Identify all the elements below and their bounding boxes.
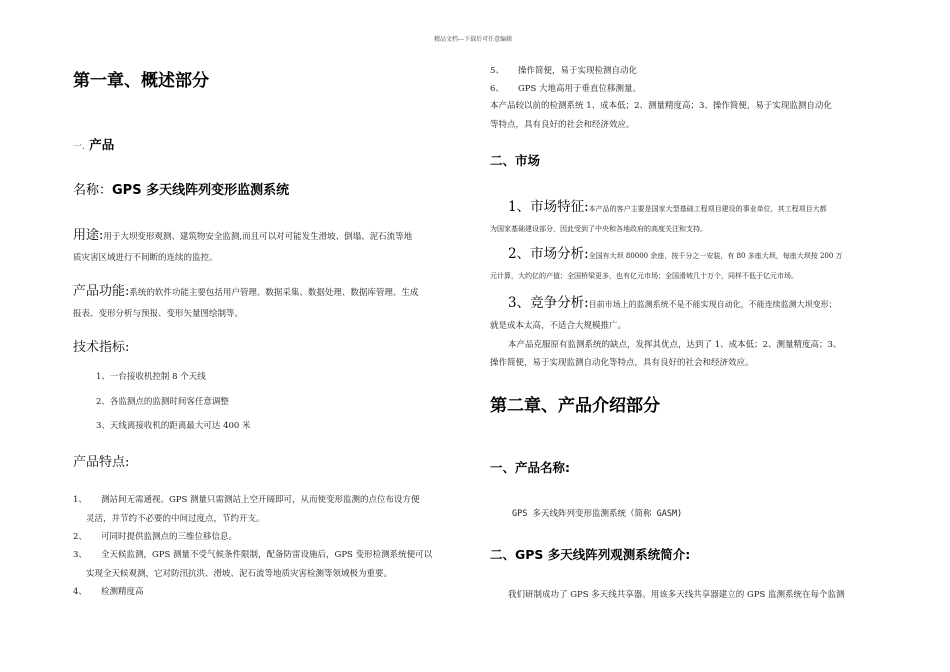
page-header: 精品文档---下载后可任意编辑 — [434, 36, 513, 43]
feature-4-line-1: 检测精度高 — [101, 587, 144, 597]
summary-line-2: 等特点，具有良好的社会和经济效应。 — [490, 120, 635, 130]
usage-text: 用于大坝变形观测、建筑物安全监测,而且可以对可能发生滑坡、倒塌、泥石流等地 — [103, 232, 413, 242]
market-analysis-text: 全国有大坝 80000 余座，按千分之一安装，有 80 多座大坝，每座大坝按 200 万 — [588, 252, 843, 260]
market-feature-line-1 — [508, 195, 827, 215]
feature-2-line-1: 可同时提供监测点的三维位移信息。 — [101, 532, 238, 542]
market-heading: 二、市场 — [490, 153, 541, 168]
feature-2-number: 2、 — [73, 532, 87, 542]
item-6-text: GPS 大地高用于垂直位移测量。 — [518, 84, 642, 94]
competition-label: 3、竞争分析: — [508, 295, 589, 311]
section-title: 产品 — [89, 137, 115, 152]
name-value: GPS 多天线阵列变形监测系统 — [112, 183, 290, 198]
feature-4-number: 4、 — [73, 587, 87, 597]
usage-line-1 — [73, 224, 412, 243]
market-analysis-label: 2、市场分析: — [508, 246, 589, 262]
chapter-1-title: 第一章、概述部分 — [73, 71, 209, 91]
tech-item-3: 3、天线离接收机的距离最大可达 400 米 — [96, 421, 251, 431]
market-feature-label: 1、市场特征: — [508, 199, 589, 215]
item-5-text: 操作简便，易于实现检测自动化 — [518, 66, 638, 76]
market-analysis-line-2: 元计算，大约亿的产值；全国桥梁更多，也有亿元市场；全国滑坡几十万个，同样不低于亿元市场。 — [490, 272, 798, 280]
feature-1-line-2: 灵活，并节约不必要的中间过度点，节约开支。 — [86, 514, 265, 524]
usage-line-2: 质灾害区域进行不间断的连续的监控。 — [73, 253, 218, 263]
tech-spec-title: 技术指标: — [73, 340, 130, 355]
name-label: 名称： — [73, 183, 113, 198]
tech-item-2: 2、各监测点的监测时间客任意调整 — [96, 397, 229, 407]
competition-line-2: 就是成本太高，不适合大规模推广。 — [490, 321, 627, 331]
features-title: 产品特点: — [73, 455, 130, 470]
section-number: 一. — [73, 142, 85, 152]
summary-line-1: 本产品较以前的检测系统 1、成本低；2、测量精度高；3、操作简便，易于实现监测自动化 — [490, 101, 832, 111]
intro-heading: 二、GPS 多天线阵列观测系统简介: — [490, 547, 691, 562]
tech-item-1: 1、一台接收机控制 8 个天线 — [96, 372, 206, 382]
section-product-heading — [73, 135, 114, 153]
market-feature-text: 本产品的客户主要是国家大型基础工程项目建设的事业单位，其工程项目大都 — [588, 205, 827, 213]
item-6-number: 6、 — [490, 84, 504, 94]
feature-3-line-1: 全天候监测，GPS 测量不受气候条件限制，配备防雷设施后，GPS 变形检测系统便可以 — [101, 550, 433, 560]
chapter-2-title: 第二章、产品介绍部分 — [490, 396, 660, 416]
market-feature-line-2: 为国家基础建设部分，因此受到了中央和各地政府的高度关注和支持。 — [490, 225, 707, 233]
function-label: 产品功能: — [73, 284, 130, 299]
market-analysis-line-1 — [508, 242, 843, 262]
intro-line-1: 我们研制成功了 GPS 多天线共享器。用该多天线共享器建立的 GPS 监测系统在每个监测 — [508, 590, 845, 600]
function-line-1 — [73, 280, 418, 299]
function-text: 系统的软件功能主要包括用户管理、数据采集、数据处理、数据库管理、生成 — [129, 288, 419, 298]
feature-1-line-1: 测站间无需通视。GPS 测量只需测站上空开阔即可，从而使变形监测的点位布设方便 — [101, 495, 420, 505]
overcome-line-1: 本产品克服原有监测系统的缺点，发挥其优点，达到了 1、成本低；2、测量精度高；3、 — [508, 340, 842, 350]
feature-1-number: 1、 — [73, 495, 87, 505]
product-name-heading: 一、产品名称: — [490, 460, 570, 475]
overcome-line-2: 操作简便，易于实现监测自动化等特点，具有良好的社会和经济效应。 — [490, 358, 754, 368]
feature-3-number: 3、 — [73, 550, 87, 560]
function-line-2: 报表、变形分析与预报、变形矢量图绘制等。 — [73, 309, 244, 319]
competition-line-1 — [508, 291, 837, 311]
feature-3-line-2: 实现全天候观测，它对防汛抗洪、滑坡、泥石流等地质灾害检测等领域极为重要。 — [86, 569, 393, 579]
product-name-text: GPS 多天线阵列变形监测系统（简称 GASM) — [512, 509, 683, 519]
product-name-line — [73, 179, 289, 198]
competition-text: 目前市场上的监测系统不是不能实现自动化，不能连续监测大坝变形； — [588, 300, 837, 309]
usage-label: 用途: — [73, 228, 104, 243]
item-5-number: 5、 — [490, 66, 504, 76]
